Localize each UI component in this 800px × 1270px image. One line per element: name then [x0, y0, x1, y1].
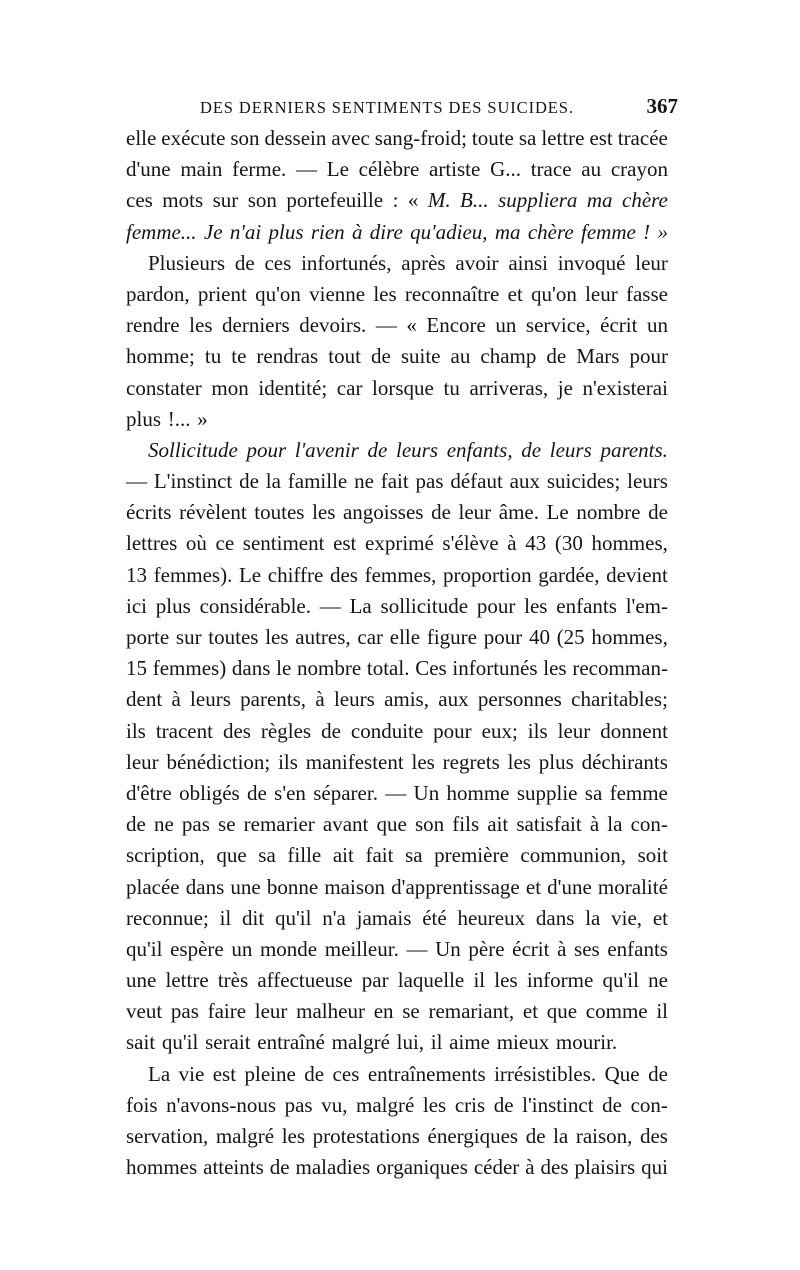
- text-line: sait qu'il serait entraîné malgré lui, il aime mieux mourir.: [126, 1030, 618, 1055]
- text-line: — L'instinct de la famille ne fait pas défaut aux suicides; leurs: [126, 469, 668, 494]
- text-line: scription, que sa fille ait fait sa première communion, soit: [126, 843, 668, 868]
- text-line: hommes atteints de maladies organiques céder à des plaisirs qui: [126, 1155, 668, 1180]
- text-line: ils tracent des règles de conduite pour eux; ils leur donnent: [126, 718, 668, 743]
- running-title: DES DERNIERS SENTIMENTS DES SUICIDES.: [200, 98, 574, 117]
- text-line: rendre les derniers devoirs. — « Encore un service, écrit un: [126, 313, 668, 338]
- text-line: Sollicitude pour l'avenir de leurs enfants, de leurs parents.: [148, 437, 668, 462]
- body-text: [126, 123, 668, 1183]
- text-line: 13 femmes). Le chiffre des femmes, proportion gardée, devient: [126, 562, 668, 587]
- text-line: d'une main ferme. — Le célèbre artiste G... trace au crayon: [126, 157, 668, 182]
- text-line: placée dans une bonne maison d'apprentissage et d'une moralité: [126, 874, 668, 899]
- text-line: reconnue; il dit qu'il n'a jamais été heureux dans la vie, et: [126, 905, 668, 930]
- text-line: constater mon identité; car lorsque tu arriveras, je n'existerai: [126, 375, 668, 400]
- text-line: dent à leurs parents, à leurs amis, aux personnes charitables;: [126, 687, 668, 712]
- text-line: 15 femmes) dans le nombre total. Ces infortunés les recomman-: [126, 656, 668, 681]
- page-number: 367: [646, 94, 678, 118]
- text-line: écrits révèlent toutes les angoisses de leur âme. Le nombre de: [126, 500, 668, 525]
- text-line: ici plus considérable. — La sollicitude pour les enfants l'em-: [126, 593, 668, 618]
- text-line: pardon, prient qu'on vienne les reconnaître et qu'on leur fasse: [126, 281, 668, 306]
- text-line: lettres où ce sentiment est exprimé s'élève à 43 (30 hommes,: [126, 531, 668, 556]
- text-line: ces mots sur son portefeuille : « M. B... suppliera ma chère: [126, 188, 668, 213]
- text-line: qu'il espère un monde meilleur. — Un père écrit à ses enfants: [126, 936, 668, 961]
- running-head: [118, 96, 678, 124]
- text-line: elle exécute son dessein avec sang-froid; toute sa lettre est tracée: [126, 126, 668, 150]
- text-line: fois n'avons-nous pas vu, malgré les cris de l'instinct de con-: [126, 1092, 668, 1117]
- text-line: plus !... »: [126, 406, 208, 431]
- text-line: porte sur toutes les autres, car elle figure pour 40 (25 hommes,: [126, 625, 668, 649]
- text-line: La vie est pleine de ces entraînements irrésistibles. Que de: [148, 1061, 668, 1086]
- text-line: veut pas faire leur malheur en se remariant, et que comme il: [126, 999, 668, 1024]
- text-line: Plusieurs de ces infortunés, après avoir ainsi invoqué leur: [148, 250, 668, 275]
- text-line: homme; tu te rendras tout de suite au champ de Mars pour: [126, 344, 668, 369]
- text-line: de ne pas se remarier avant que son fils ait satisfait à la con-: [126, 812, 668, 837]
- text-line: une lettre très affectueuse par laquelle il les informe qu'il ne: [126, 968, 668, 993]
- text-line: leur bénédiction; ils manifestent les regrets les plus déchirants: [126, 749, 668, 774]
- text-line: servation, malgré les protestations énergiques de la raison, des: [126, 1124, 668, 1148]
- text-line: d'être obligés de s'en séparer. — Un homme supplie sa femme: [126, 780, 668, 805]
- text-line: femme... Je n'ai plus rien à dire qu'adieu, ma chère femme ! »: [126, 219, 668, 244]
